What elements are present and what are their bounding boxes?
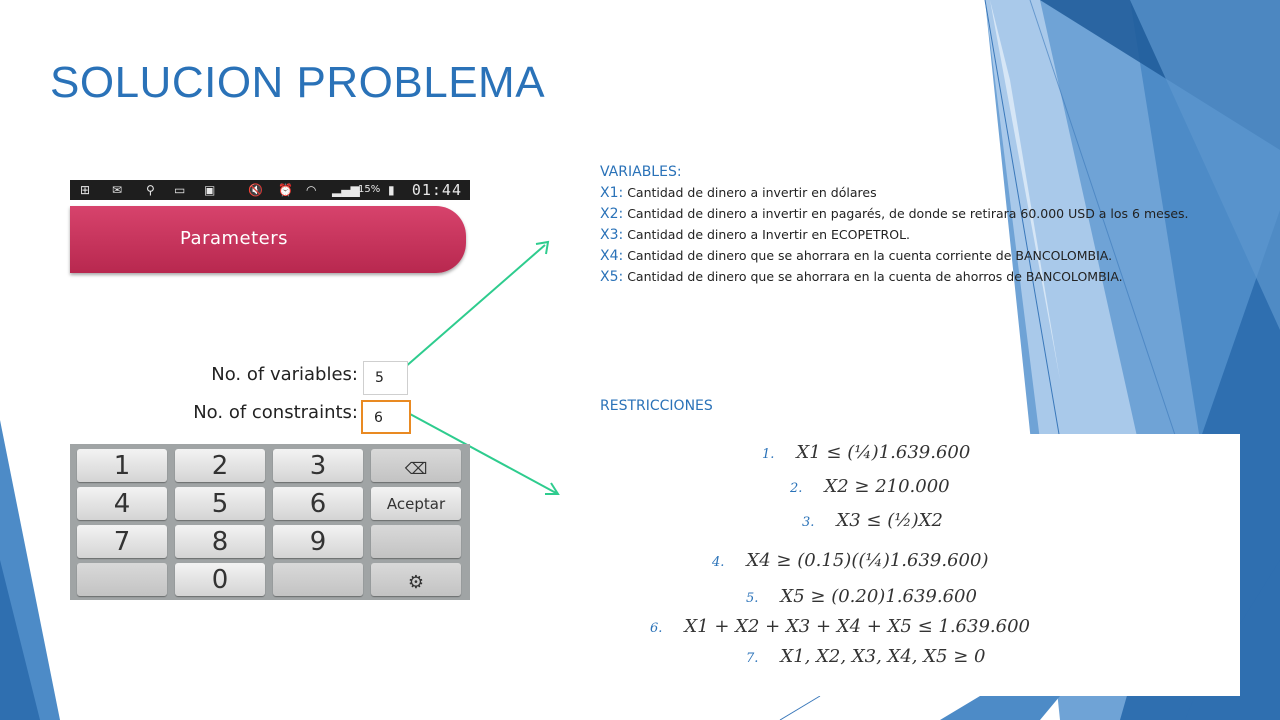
- variables-count-field[interactable]: 5: [363, 361, 408, 395]
- constraints-count-field[interactable]: 6: [361, 400, 411, 434]
- numeric-keypad: [70, 444, 470, 600]
- restriction-item: 4. X4 ≥ (0.15)((¼)1.639.600): [712, 550, 989, 571]
- parameters-header-button[interactable]: [70, 206, 466, 273]
- restriction-item: 2. X2 ≥ 210.000: [790, 476, 950, 497]
- wifi-icon: ◠: [306, 183, 317, 197]
- settings-key[interactable]: [371, 563, 461, 596]
- parameters-label: Parameters: [180, 228, 289, 249]
- backspace-key[interactable]: [371, 449, 461, 482]
- restriction-item: 1. X1 ≤ (¼)1.639.600: [762, 442, 971, 463]
- mute-icon: 🔇: [248, 183, 263, 197]
- key-5[interactable]: 5: [175, 487, 265, 520]
- key-3[interactable]: 3: [273, 449, 363, 482]
- restriction-item: 7. X1, X2, X3, X4, X5 ≥ 0: [746, 646, 986, 667]
- battery-icon: ▮: [388, 183, 395, 197]
- restrictions-heading: RESTRICCIONES: [600, 398, 713, 414]
- restriction-item: 3. X3 ≤ (½)X2: [802, 510, 943, 531]
- key-0[interactable]: 0: [175, 563, 265, 596]
- usb-icon: ⚲: [146, 183, 155, 197]
- variable-item: X5: Cantidad de dinero que se ahorrara en la cuenta de ahorros de BANCOLOMBIA.: [600, 269, 1123, 285]
- signal-icon: ▂▄▆: [332, 183, 360, 197]
- variable-item: X4: Cantidad de dinero que se ahorrara en la cuenta corriente de BANCOLOMBIA.: [600, 248, 1113, 264]
- add-icon: ⊞: [80, 183, 91, 197]
- phone-status-bar: [70, 180, 470, 200]
- backspace-icon: ⌫: [404, 459, 428, 478]
- variables-heading: VARIABLES:: [600, 164, 682, 180]
- keyboard-icon: ▭: [174, 183, 186, 197]
- restriction-item: 5. X5 ≥ (0.20)1.639.600: [746, 586, 977, 607]
- key-4[interactable]: 4: [77, 487, 167, 520]
- blank-key[interactable]: [273, 563, 363, 596]
- accept-key[interactable]: Aceptar: [371, 487, 461, 520]
- constraints-count-label: No. of constraints:: [193, 402, 358, 423]
- image-icon: ▣: [204, 183, 216, 197]
- battery-text: 15%: [358, 184, 381, 195]
- key-9[interactable]: 9: [273, 525, 363, 558]
- variable-item: X3: Cantidad de dinero a Invertir en ECOPETROL.: [600, 227, 911, 243]
- key-6[interactable]: 6: [273, 487, 363, 520]
- variables-section: [600, 163, 1222, 289]
- key-8[interactable]: 8: [175, 525, 265, 558]
- variable-item: X2: Cantidad de dinero a invertir en pagarés, de donde se retirara 60.000 USD a los 6 meses.: [600, 206, 1189, 222]
- alarm-icon: ⏰: [278, 183, 293, 197]
- variables-count-label: No. of variables:: [211, 364, 358, 385]
- status-time: 01:44: [411, 181, 462, 199]
- restriction-item: 6. X1 + X2 + X3 + X4 + X5 ≤ 1.639.600: [650, 616, 1030, 637]
- key-1[interactable]: 1: [77, 449, 167, 482]
- restrictions-panel: [562, 434, 1240, 696]
- variable-item: X1: Cantidad de dinero a invertir en dólares: [600, 185, 877, 201]
- key-2[interactable]: 2: [175, 449, 265, 482]
- blank-key[interactable]: [77, 563, 167, 596]
- slide-title: SOLUCION PROBLEMA: [50, 58, 546, 107]
- mail-icon: ✉: [112, 183, 123, 197]
- gear-icon: ⚙: [407, 572, 425, 593]
- blank-key[interactable]: [371, 525, 461, 558]
- key-7[interactable]: 7: [77, 525, 167, 558]
